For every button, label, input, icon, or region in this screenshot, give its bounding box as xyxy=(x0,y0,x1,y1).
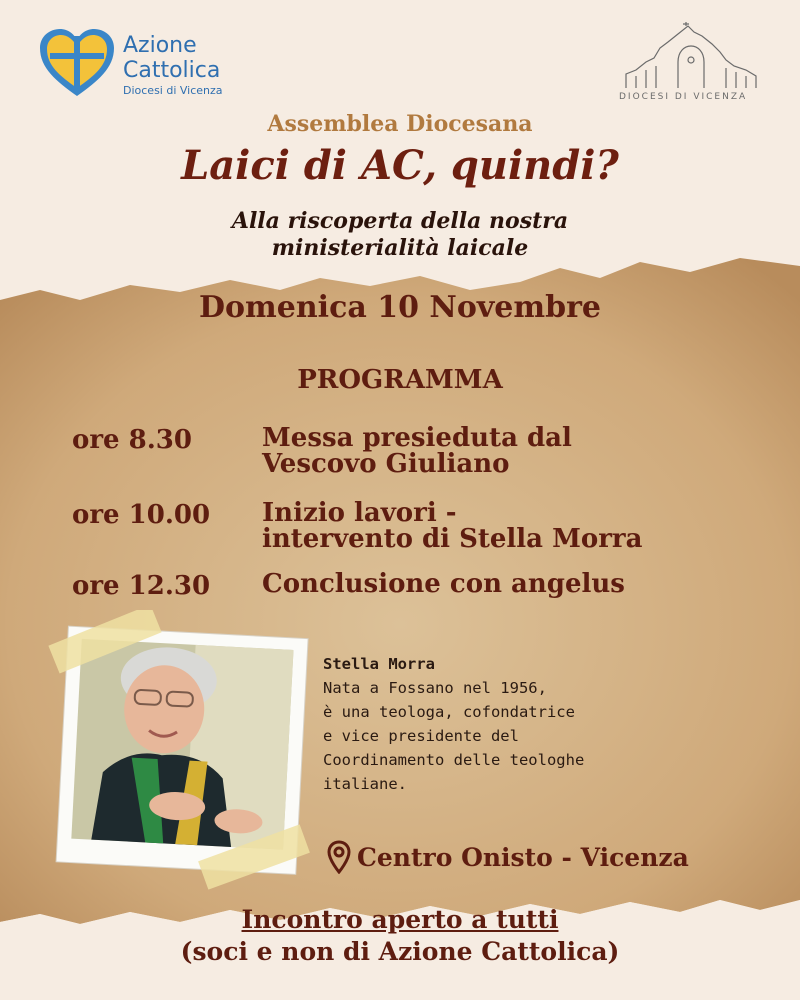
brand-line-diocesi: Diocesi di Vicenza xyxy=(123,84,223,97)
location-pin-icon xyxy=(327,840,351,874)
bio-line-3: e vice presidente del xyxy=(323,727,519,745)
program-time-1: ore 8.30 xyxy=(72,425,192,455)
program-desc-1-line2: Vescovo Giuliano xyxy=(262,449,510,479)
brand-line-azione: Azione xyxy=(123,33,197,58)
diocesi-label: DIOCESI DI VICENZA xyxy=(619,92,748,102)
program-time-2: ore 10.00 xyxy=(72,500,211,530)
bio-line-1: Nata a Fossano nel 1956, xyxy=(323,679,547,697)
program-desc-1 xyxy=(262,425,572,477)
event-location: Centro Onisto - Vicenza xyxy=(357,843,689,872)
program-desc-2-line2: intervento di Stella Morra xyxy=(262,524,643,554)
program-desc-2 xyxy=(262,500,642,552)
program-time-3: ore 12.30 xyxy=(72,571,211,601)
open-to-all-text: Incontro aperto a tutti xyxy=(241,905,559,934)
brand-line-cattolica: Cattolica xyxy=(123,58,221,83)
event-subtitle xyxy=(0,208,800,262)
program-desc-2-line1: Inizio lavori - xyxy=(262,498,457,528)
event-kicker: Assemblea Diocesana xyxy=(267,111,533,137)
bio-line-5: italiane. xyxy=(323,775,407,793)
subtitle-line-2: ministerialità laicale xyxy=(271,235,529,261)
event-title: Laici di AC, quindi? xyxy=(181,142,619,189)
bio-line-4: Coordinamento delle teologhe xyxy=(323,751,585,769)
speaker-bio xyxy=(323,652,584,796)
program-desc-3-line1: Conclusione con angelus xyxy=(262,569,625,599)
event-date: Domenica 10 Novembre xyxy=(199,290,601,325)
speaker-photo xyxy=(40,610,315,895)
bio-line-2: è una teologa, cofondatrice xyxy=(323,703,575,721)
speaker-name: Stella Morra xyxy=(323,655,435,673)
program-desc-1-line1: Messa presieduta dal xyxy=(262,423,572,453)
subtitle-line-1: Alla riscoperta della nostra xyxy=(231,208,569,234)
program-heading: PROGRAMMA xyxy=(297,365,503,395)
azione-cattolica-logo-icon xyxy=(36,26,118,98)
diocesi-cathedral-logo-icon xyxy=(622,22,760,92)
program-desc-3 xyxy=(262,571,625,597)
open-to-all-subtext: (soci e non di Azione Cattolica) xyxy=(180,937,620,966)
